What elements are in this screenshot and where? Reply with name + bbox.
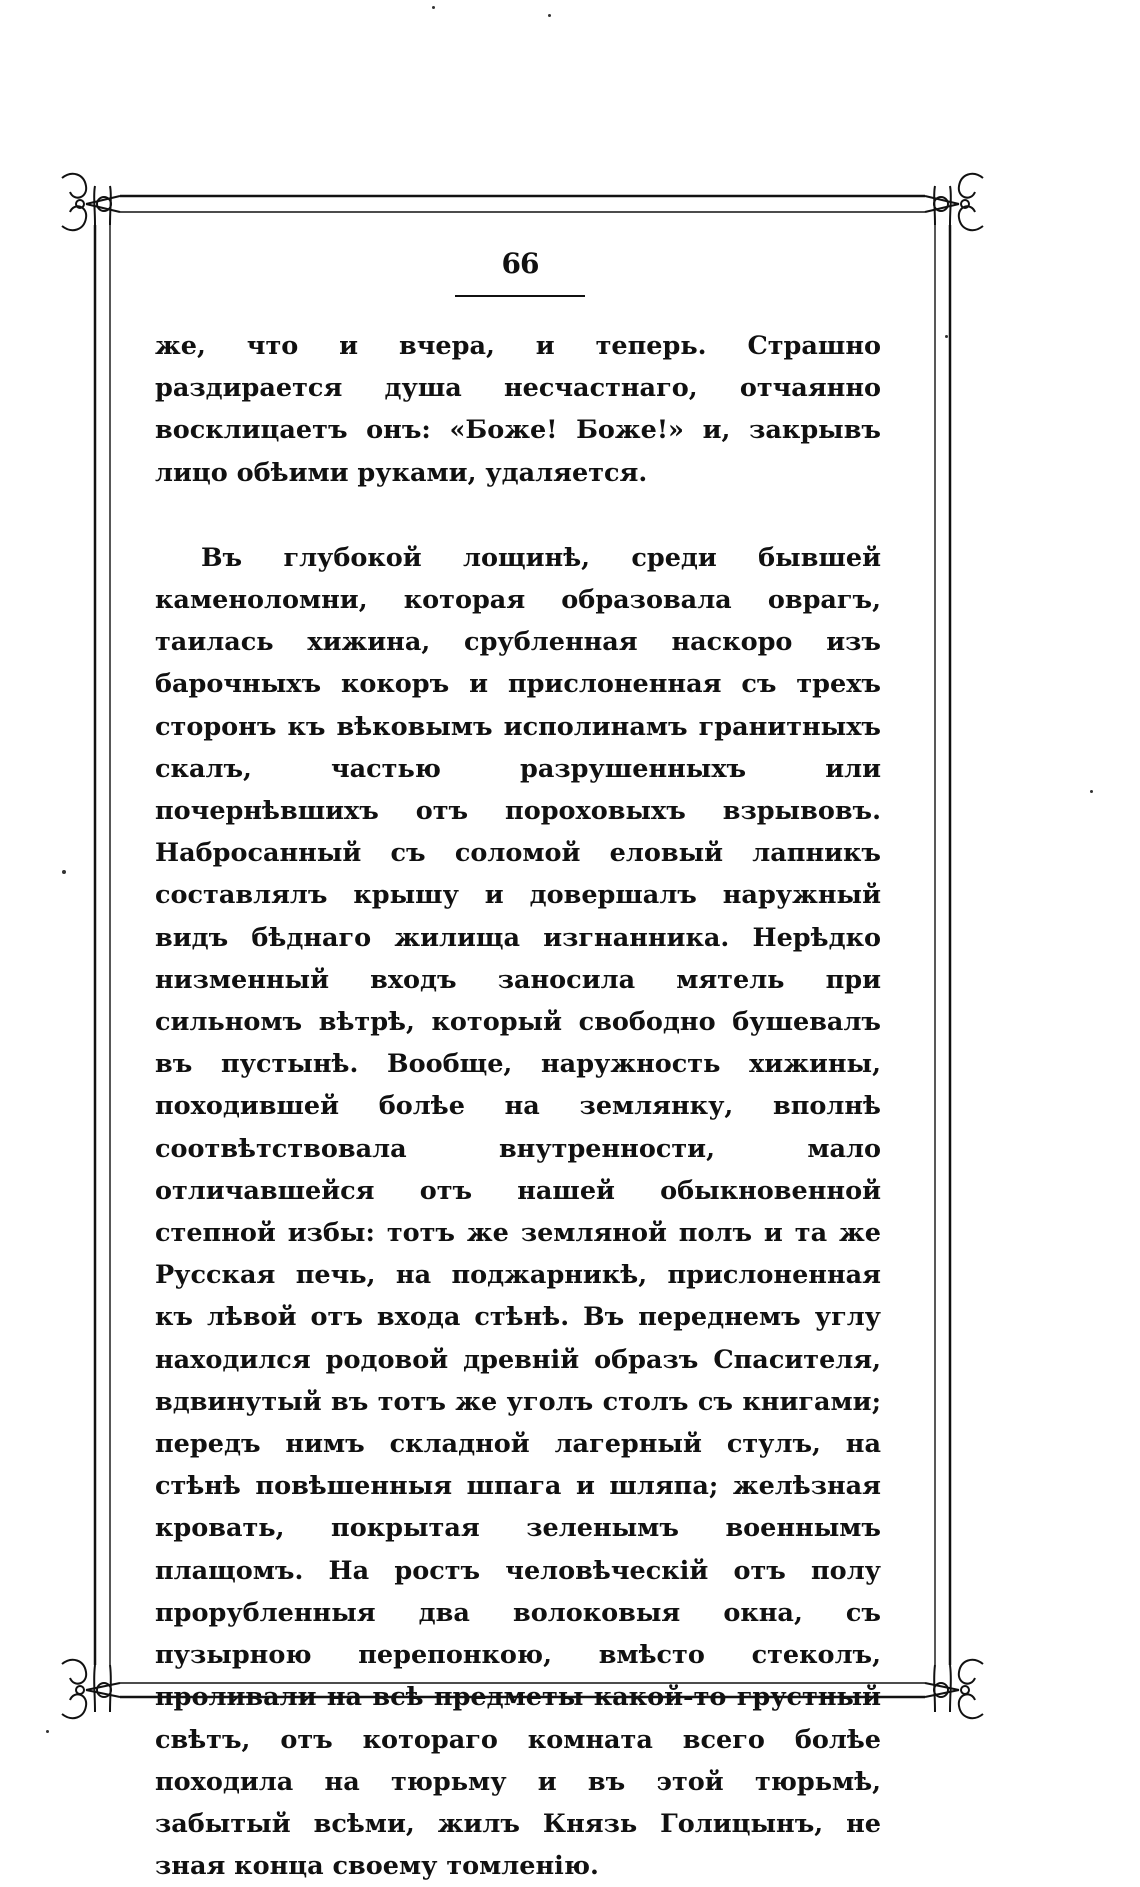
scan-speck xyxy=(46,1730,49,1733)
scan-speck xyxy=(1090,790,1093,793)
paragraph-continuation: же, что и вчера, и теперь. Страшно раздирается душа несчастнаго, отчаянно восклицаетъ онъ: «Боже! Боже!» и, закрывъ лицо обѣими руками, удаляется. xyxy=(155,331,881,488)
corner-flourish-top-left xyxy=(62,174,120,230)
page-text-block xyxy=(155,325,881,1887)
page-number: 66 xyxy=(501,247,539,280)
corner-flourish-bottom-right xyxy=(925,1660,983,1718)
corner-flourish-bottom-left xyxy=(62,1660,120,1718)
corner-flourish-top-right xyxy=(925,174,983,230)
scan-speck xyxy=(548,14,551,17)
scan-speck xyxy=(432,6,435,9)
scan-speck xyxy=(62,870,66,874)
paragraph-hut-description: Въ глубокой лощинѣ, среди бывшей каменоломни, которая образовала оврагъ, таилась хижина, срубленная наскоро изъ барочныхъ кокоръ и прислоненная съ трехъ сторонъ къ вѣковымъ исполинамъ гранитныхъ скалъ, частью разрушенныхъ или почернѣвшихъ отъ пороховыхъ взрывовъ. Набросанный съ соломой еловый лапникъ составлялъ крышу и довершалъ наружный видъ бѣднаго жилища изгнанника. Нерѣдко низменный входъ заносила мятель при сильномъ вѣтрѣ, который свободно бушевалъ въ пустынѣ. Вообще, наружность хижины, походившей болѣе на землянку, вполнѣ соотвѣтствовала внутренности, мало отличавшейся отъ нашей обыкновенной степной избы: тотъ же земляной полъ и та же Русская печь, на поджарникѣ, прислоненная къ лѣвой отъ входа стѣнѣ. Въ переднемъ углу находился родовой древній образъ Спасителя, вдвинутый въ тотъ же уголъ столъ съ книгами; передъ нимъ складной лагерный стулъ, на стѣнѣ повѣшенныя шпага и шляпа; желѣзная кровать, покрытая зеленымъ военнымъ плащомъ. На ростъ человѣческій отъ полу прорубленныя два волоковыя окна, съ пузырною перепонкою, вмѣсто стеколъ, проливали на всѣ предметы какой-то грустный свѣтъ, отъ котораго комната всего болѣе походила на тюрьму и въ этой тюрьмѣ, забытый всѣми, жилъ Князь Голицынъ, не зная конца своему томленію. xyxy=(155,542,881,1882)
page-number-underline xyxy=(455,295,585,297)
scan-speck xyxy=(945,335,948,338)
